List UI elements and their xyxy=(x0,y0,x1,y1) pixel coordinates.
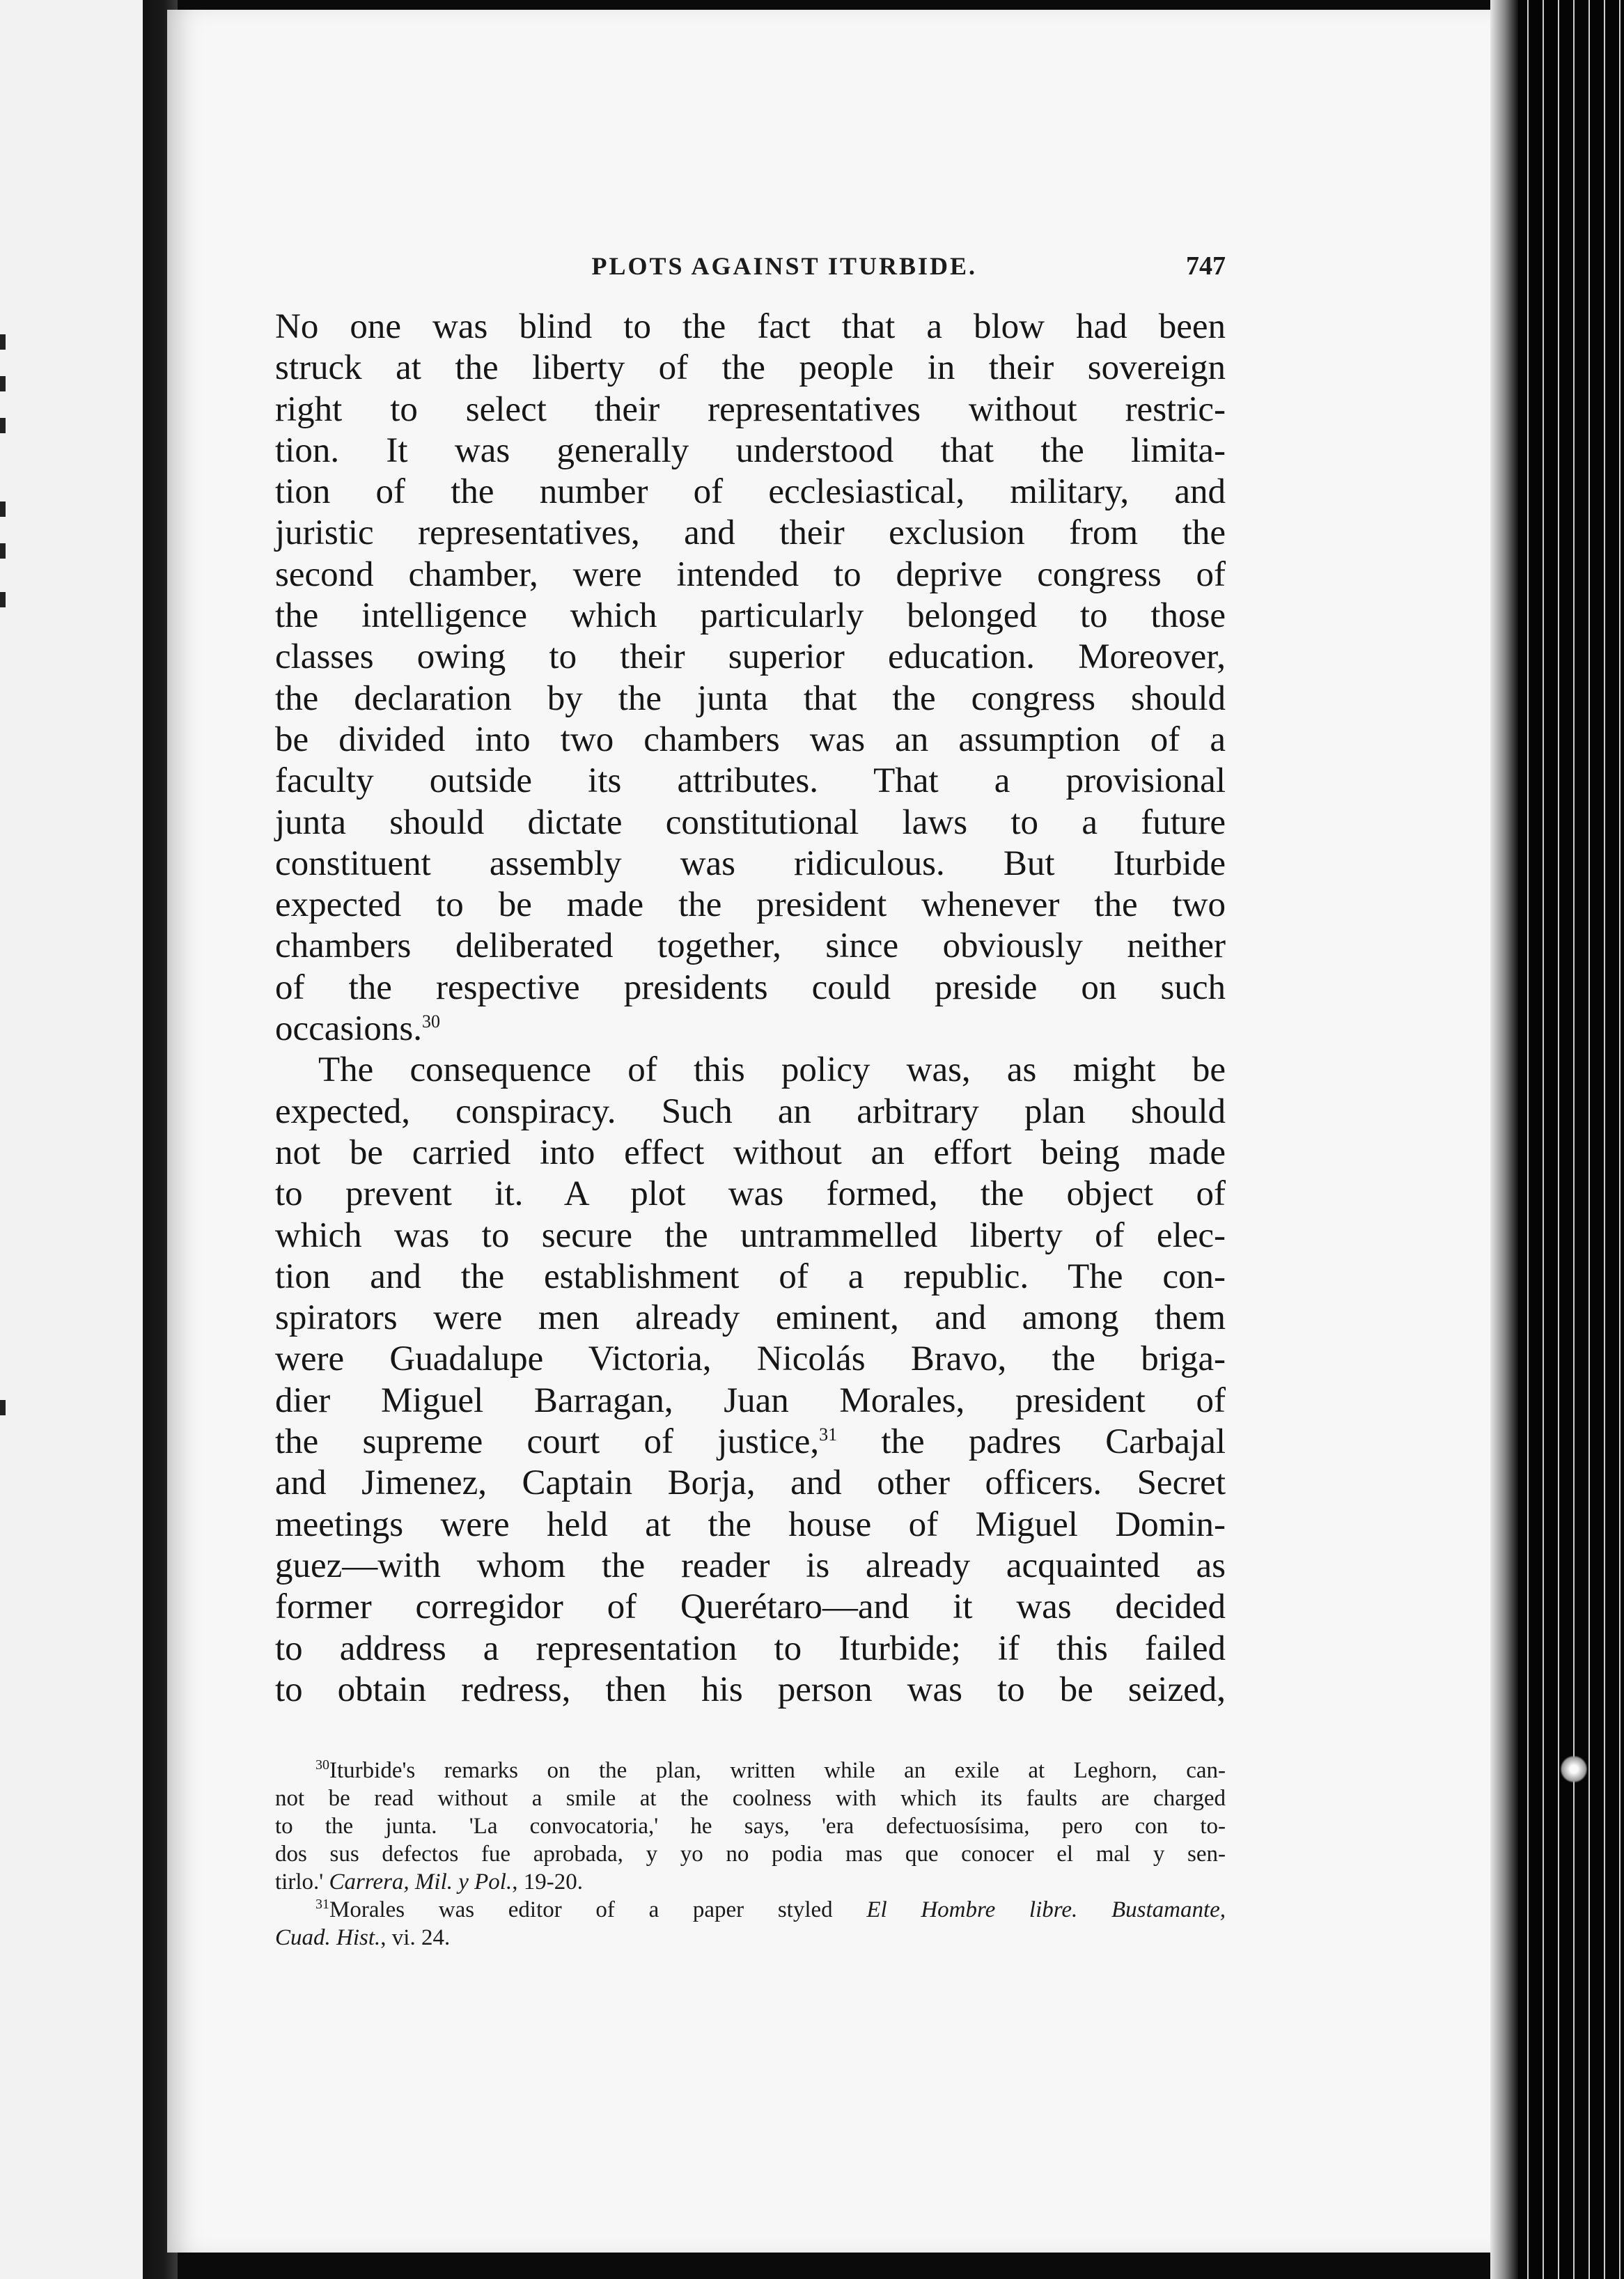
footnote-line: dos sus defectos fue aprobada, y yo no podia mas que conocer el mal y sen- xyxy=(275,1842,1226,1867)
text-line: second chamber, were intended to deprive congress of xyxy=(275,554,1226,594)
text-line: expected to be made the president whenever the two xyxy=(275,885,1226,925)
text-line: the intelligence which particularly belonged to those xyxy=(275,596,1226,636)
footnote-ref: 31 xyxy=(819,1424,838,1445)
text-line xyxy=(275,1422,1226,1463)
text-fragment: the supreme court of justice, xyxy=(275,1422,820,1462)
footnote-line xyxy=(275,1896,1226,1924)
footnote-marker: 31 xyxy=(315,1897,329,1912)
paragraph-1 xyxy=(275,306,1226,1050)
text-line: faculty outside its attributes. That a provisional xyxy=(275,761,1226,801)
paragraph-2 xyxy=(275,1050,1226,1711)
text-line: to address a representation to Iturbide; if this failed xyxy=(275,1628,1226,1668)
text-line: spirators were men already eminent, and among them xyxy=(275,1298,1226,1338)
text-line: to obtain redress, then his person was to be seized, xyxy=(275,1670,1226,1709)
text-line: chambers deliberated together, since obviously neither xyxy=(275,926,1226,966)
footnote-31 xyxy=(275,1896,1226,1952)
page-smudge xyxy=(1560,1755,1588,1783)
text-line: and Jimenez, Captain Borja, and other officers. Secret xyxy=(275,1463,1226,1503)
body-text xyxy=(275,306,1226,1711)
page-edge-shadow xyxy=(1490,0,1518,2279)
footnote-line: to the junta. 'La convocatoria,' he says, 'era defectuosísima, pero con to- xyxy=(275,1814,1226,1839)
footnote-ref: 30 xyxy=(422,1011,441,1032)
text-line: right to select their representatives without restric- xyxy=(275,389,1226,429)
footnote-30 xyxy=(275,1757,1226,1896)
text-line: of the respective presidents could preside on such xyxy=(275,967,1226,1007)
left-page-edge xyxy=(0,0,143,2279)
text-line: former corregidor of Querétaro—and it was decided xyxy=(275,1587,1226,1627)
footnotes xyxy=(275,1757,1226,1952)
text-fragment: Iturbide's remarks on the plan, written while an exile at Leghorn, can- xyxy=(329,1758,1226,1783)
page-number: 747 xyxy=(1186,251,1226,281)
text-line: struck at the liberty of the people in their sovereign xyxy=(275,348,1226,388)
text-line: junta should dictate constitutional laws to a future xyxy=(275,802,1226,842)
citation-italic: Carrera, Mil. y Pol. xyxy=(329,1869,513,1895)
text-line: which was to secure the untrammelled liberty of elec- xyxy=(275,1215,1226,1255)
text-line: tion and the establishment of a republic. The con- xyxy=(275,1257,1226,1296)
footnote-line: not be read without a smile at the coolness with which its faults are charged xyxy=(275,1786,1226,1811)
footnote-line xyxy=(275,1757,1226,1784)
footnote-marker: 30 xyxy=(315,1757,329,1773)
text-fragment: tirlo.' xyxy=(275,1869,329,1895)
text-line: tion. It was generally understood that the limita- xyxy=(275,430,1226,470)
text-fragment: Morales was editor of a paper styled xyxy=(329,1897,867,1922)
text-line: meetings were held at the house of Miguel Domin- xyxy=(275,1504,1226,1544)
text-fragment: , 19-20. xyxy=(512,1869,583,1895)
text-line: juristic representatives, and their exclusion from the xyxy=(275,513,1226,553)
page-header xyxy=(275,251,1226,293)
text-fragment: The consequence of this policy was, as might be xyxy=(318,1050,1226,1090)
text-line: the declaration by the junta that the congress should xyxy=(275,678,1226,718)
running-head: PLOTS AGAINST ITURBIDE. xyxy=(591,252,977,280)
text-fragment: the padres Carbajal xyxy=(837,1422,1226,1462)
text-line: classes owing to their superior education. Moreover, xyxy=(275,637,1226,677)
text-fragment: occasions. xyxy=(275,1009,423,1049)
citation-italic: El Hombre libre. xyxy=(866,1897,1078,1922)
text-line: tion of the number of ecclesiastical, military, and xyxy=(275,472,1226,512)
text-line: expected, conspiracy. Such an arbitrary plan should xyxy=(275,1091,1226,1131)
citation-italic: Bustamante, xyxy=(1111,1897,1226,1922)
text-line: to prevent it. A plot was formed, the object of xyxy=(275,1174,1226,1214)
text-fragment: , vi. 24. xyxy=(380,1925,451,1950)
text-line xyxy=(275,1009,1226,1050)
citation-italic: Cuad. Hist. xyxy=(275,1925,381,1950)
text-line: dier Miguel Barragan, Juan Morales, president of xyxy=(275,1380,1226,1420)
text-line: constituent assembly was ridiculous. But Iturbide xyxy=(275,843,1226,883)
footnote-line xyxy=(275,1868,1226,1896)
text-line: not be carried into effect without an effort being made xyxy=(275,1133,1226,1172)
text-line: guez—with whom the reader is already acquainted as xyxy=(275,1546,1226,1585)
text-line: be divided into two chambers was an assumption of a xyxy=(275,720,1226,759)
text-line xyxy=(275,1050,1226,1091)
text-fragment xyxy=(1077,1897,1111,1922)
text-line: No one was blind to the fact that a blow had been xyxy=(275,307,1226,346)
footnote-line xyxy=(275,1924,1226,1952)
text-line: were Guadalupe Victoria, Nicolás Bravo, the briga- xyxy=(275,1339,1226,1379)
